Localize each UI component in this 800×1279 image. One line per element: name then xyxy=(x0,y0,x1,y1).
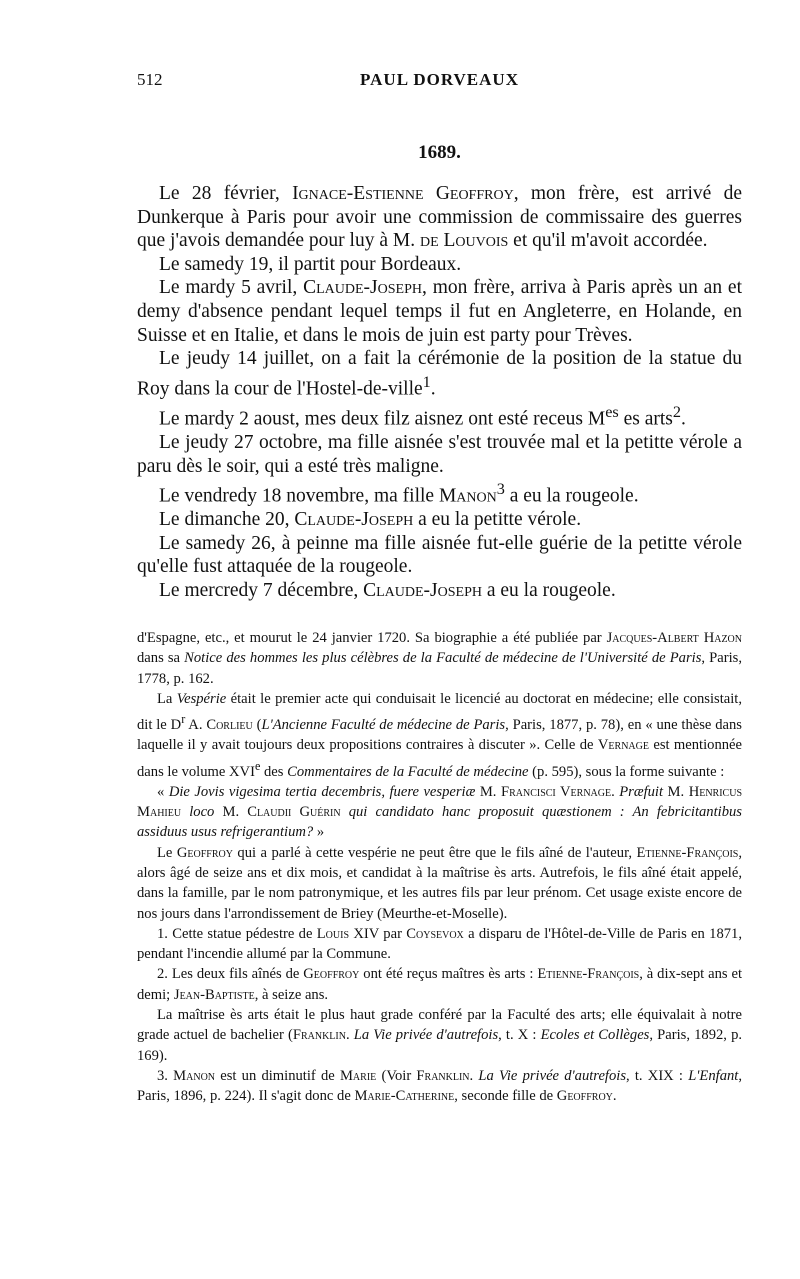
footnote-paragraph: 1. Cette statue pédestre de Louis XIV par Coysevox a disparu de l'Hôtel-de-Ville de Paris en 1871, pendant l'incendie allumé par la Commune. xyxy=(137,925,742,963)
footnote-paragraph: La maîtrise ès arts était le plus haut grade conféré par la Faculté des arts; elle équivalait à notre grade actuel de bachelier (Franklin. La Vie privée d'autrefois, t. X : Ecoles et Collèges, Paris, 1892, p. 169). xyxy=(137,1007,743,1064)
entry-paragraph: Le vendredy 18 novembre, ma fille Manon$^3$ a eu la rougeole. xyxy=(159,480,639,507)
entry-paragraph: Le mercredy 7 décembre, Claude-Joseph a eu la rougeole. xyxy=(159,580,616,601)
entry-paragraph: Le mardy 2 aoust, mes deux filz aisnez ont esté receus $M^{es}$ es arts$^2$. xyxy=(159,402,686,430)
footnote-paragraph: La Vespérie était le premier acte qui conduisait le licencié au doctorat en médecine; elle consistait, dit le $D^r$ A. Corlieu (L'Ancienne Faculté de médecine de Paris, Paris, 1877, p. 78), en « une thèse dans laquelle il y avait toujours deux propositions contraires à discuter ». Celle de Vernage est mentionnée dans le volume XVIe des Commentaires de la Faculté de médecine (p. 595), sous la forme suivante : xyxy=(137,690,743,780)
entry-paragraph: Le mardy 5 avril, Claude-Joseph, mon frère, arriva à Paris après un an et demy d'absence pendant lequel temps il fut en Angleterre, en Holande, en Suisse et en Italie, et dans le mois de juin est party pour Trèves. xyxy=(137,277,742,346)
footnote-paragraph: « Die Jovis vigesima tertia decembris, fuere vesperiæ M. Francisci Vernage. Præfuit M. Henricus Mahieu loco M. Claudii Guérin qui candidato hanc proposuit quæstionem : An febricitantibus assiduus usus refrigerantium? » xyxy=(137,783,743,841)
entry-paragraph: Le jeudy 27 octobre, ma fille aisnée s'est trouvée mal et la petitte vérole a paru dès le soir, qui a esté très maligne. xyxy=(137,431,742,477)
footnotes xyxy=(137,628,742,1107)
entry-paragraph: Le jeudy 14 juillet, on a fait la cérémonie de la position de la statue du Roy dans la cour de l'Hostel-de-ville$^1$. xyxy=(137,348,742,400)
entry-paragraph: Le samedy 19, il partit pour Bordeaux. xyxy=(159,253,462,275)
footnote-marker: 1 xyxy=(422,372,431,391)
entry-paragraph: Le dimanche 20, Claude-Joseph a eu la petitte vérole. xyxy=(159,509,582,531)
footnote-paragraph: Le Geoffroy qui a parlé à cette vespérie ne peut être que le fils aîné de l'auteur, Etienne-François, alors âgé de seize ans et dix mois, et candidat à la maîtrise ès arts. Autrefois, le fils aîné était appelé, dans la famille, par le nom patronymique, et les autres fils par leur prénom. Cet usage existe encore de nos jours dans l'arrondissement de Briey (Meurthe-et-Moselle). xyxy=(137,844,743,922)
entry-paragraph: Le 28 février, Ignace-Estienne Geoffroy, mon frère, est arrivé de Dunkerque à Paris pour avoir une commission de commissaire des guerres que j'avois demandée pour luy à M. de Louvois et qu'il m'avoit accordée. xyxy=(137,183,742,252)
running-title: PAUL DORVEAUX xyxy=(360,70,519,89)
footnote-marker: 3 xyxy=(496,480,505,499)
journal-entries xyxy=(137,182,742,603)
page-number: 512 xyxy=(137,70,163,89)
entry-paragraph: Le samedy 26, à peinne ma fille aisnée fut-elle guérie de la petitte vérole qu'elle fust attaquée de la rougeole. xyxy=(137,532,742,578)
footnote-paragraph: 2. Les deux fils aînés de Geoffroy ont été reçus maîtres ès arts : Etienne-François, à dix-sept ans et demi; Jean-Baptiste, à seize ans. xyxy=(137,966,743,1003)
footnote-marker: 2 xyxy=(672,402,682,421)
page-header xyxy=(137,70,742,96)
footnote-paragraph: 3. Manon est un diminutif de Marie (Voir Franklin. La Vie privée d'autrefois, t. XIX : L'Enfant, Paris, 1896, p. 224). Il s'agit donc de Marie-Catherine, seconde fille de Geoffroy. xyxy=(137,1067,742,1105)
footnote-paragraph: d'Espagne, etc., et mourut le 24 janvier 1720. Sa biographie a été publiée par Jacques-Albert Hazon dans sa Notice des hommes les plus célèbres de la Faculté de médecine de l'Université de Paris, Paris, 1778, p. 162. xyxy=(137,630,743,687)
section-year-heading: 1689. xyxy=(418,142,461,163)
